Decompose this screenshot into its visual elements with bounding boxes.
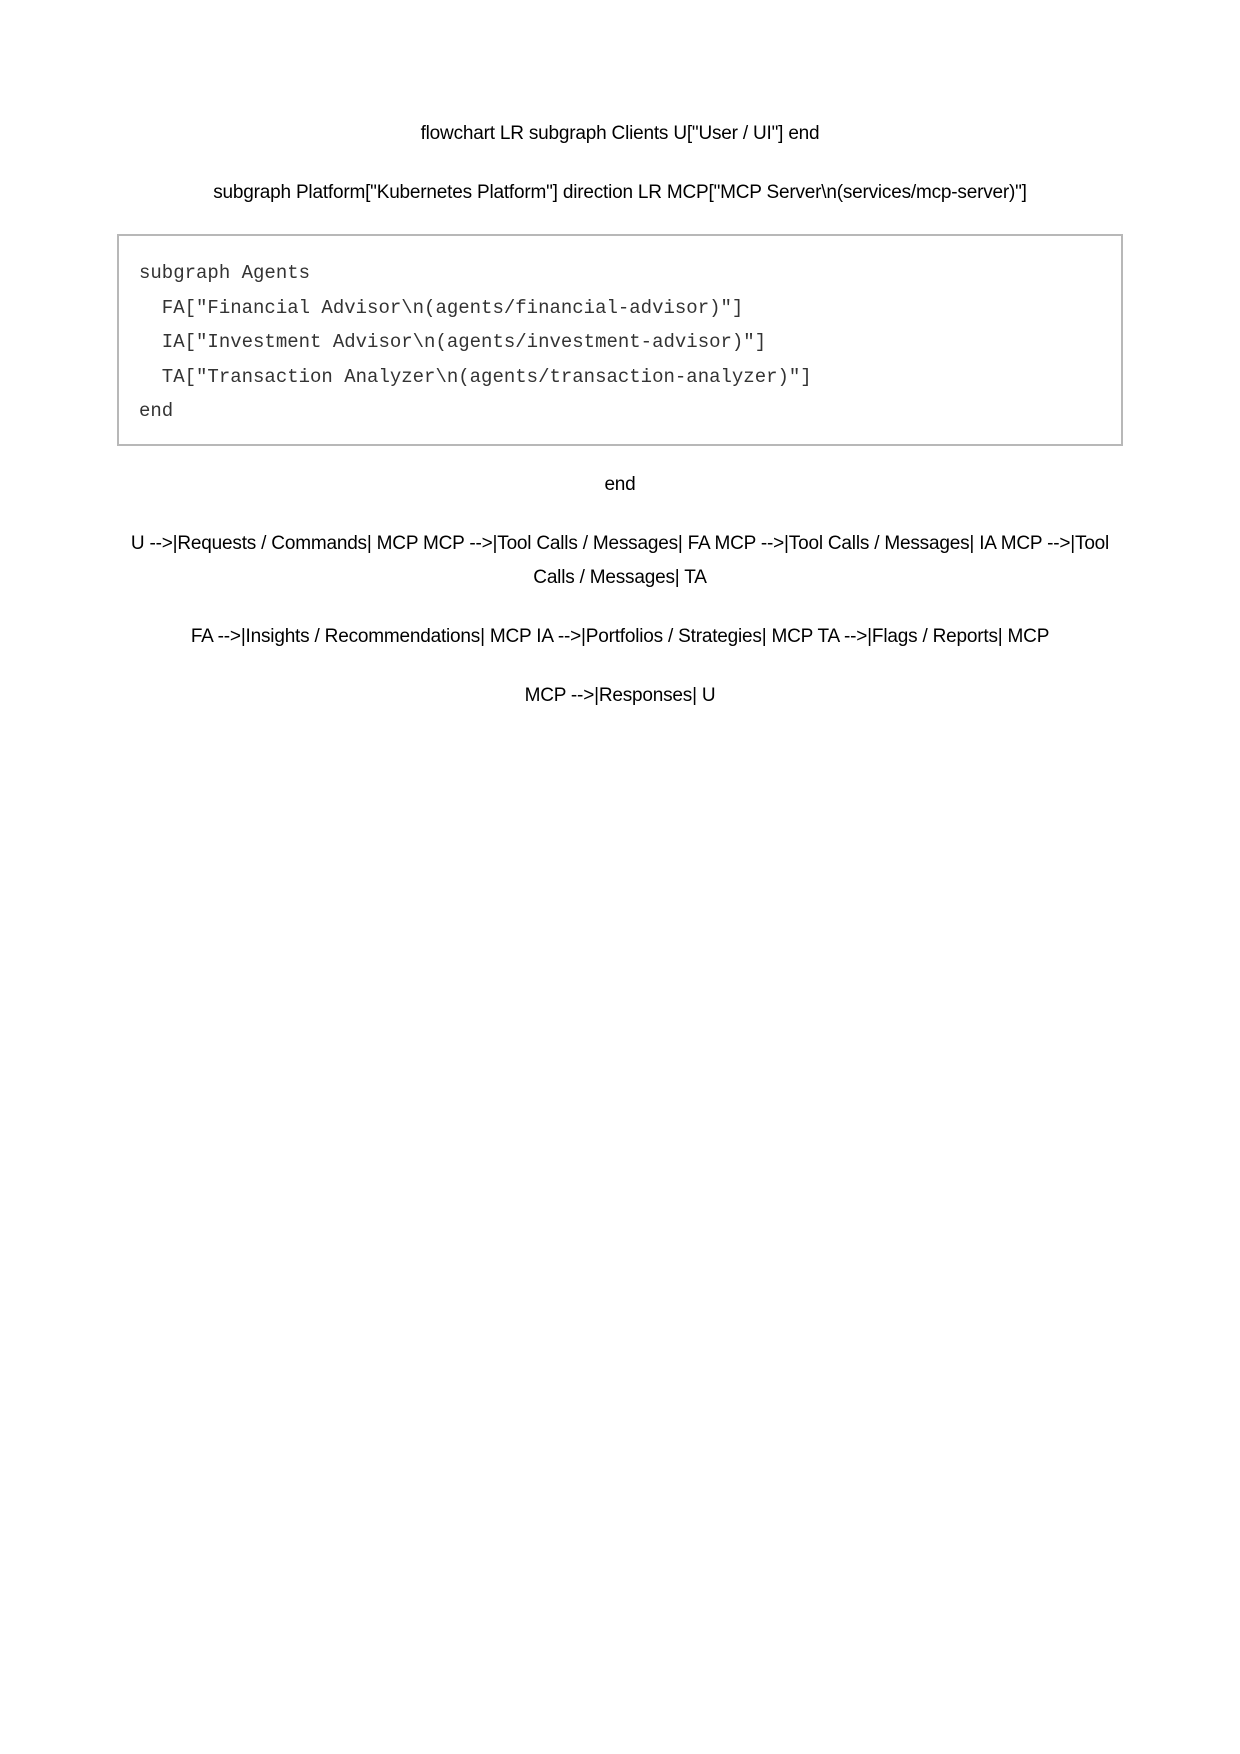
code-line: subgraph Agents: [139, 262, 311, 284]
flowchart-header-line: flowchart LR subgraph Clients U["User / UI"] end: [420, 123, 820, 144]
edges-outbound-line: U -->|Requests / Commands| MCP MCP -->|Tool Calls / Messages| FA MCP -->|Tool Calls / Messages| IA MCP -->|Tool Calls / Messages| TA: [130, 533, 1110, 588]
code-line: end: [139, 400, 174, 422]
subgraph-end-line: end: [604, 474, 636, 495]
code-block: [117, 234, 1123, 446]
edges-response-line: MCP -->|Responses| U: [524, 685, 716, 706]
platform-subgraph-line: subgraph Platform["Kubernetes Platform"] direction LR MCP["MCP Server\n(services/mcp-server)"]: [213, 182, 1027, 203]
code-line: FA["Financial Advisor\n(agents/financial-advisor)"]: [139, 296, 744, 319]
code-block-content: [139, 256, 812, 429]
code-line: IA["Investment Advisor\n(agents/investment-advisor)"]: [139, 331, 767, 353]
code-line: TA["Transaction Analyzer\n(agents/transaction-analyzer)"]: [139, 365, 812, 388]
edges-inbound-line: FA -->|Insights / Recommendations| MCP IA -->|Portfolios / Strategies| MCP TA -->|Flags / Reports| MCP: [190, 626, 1050, 647]
